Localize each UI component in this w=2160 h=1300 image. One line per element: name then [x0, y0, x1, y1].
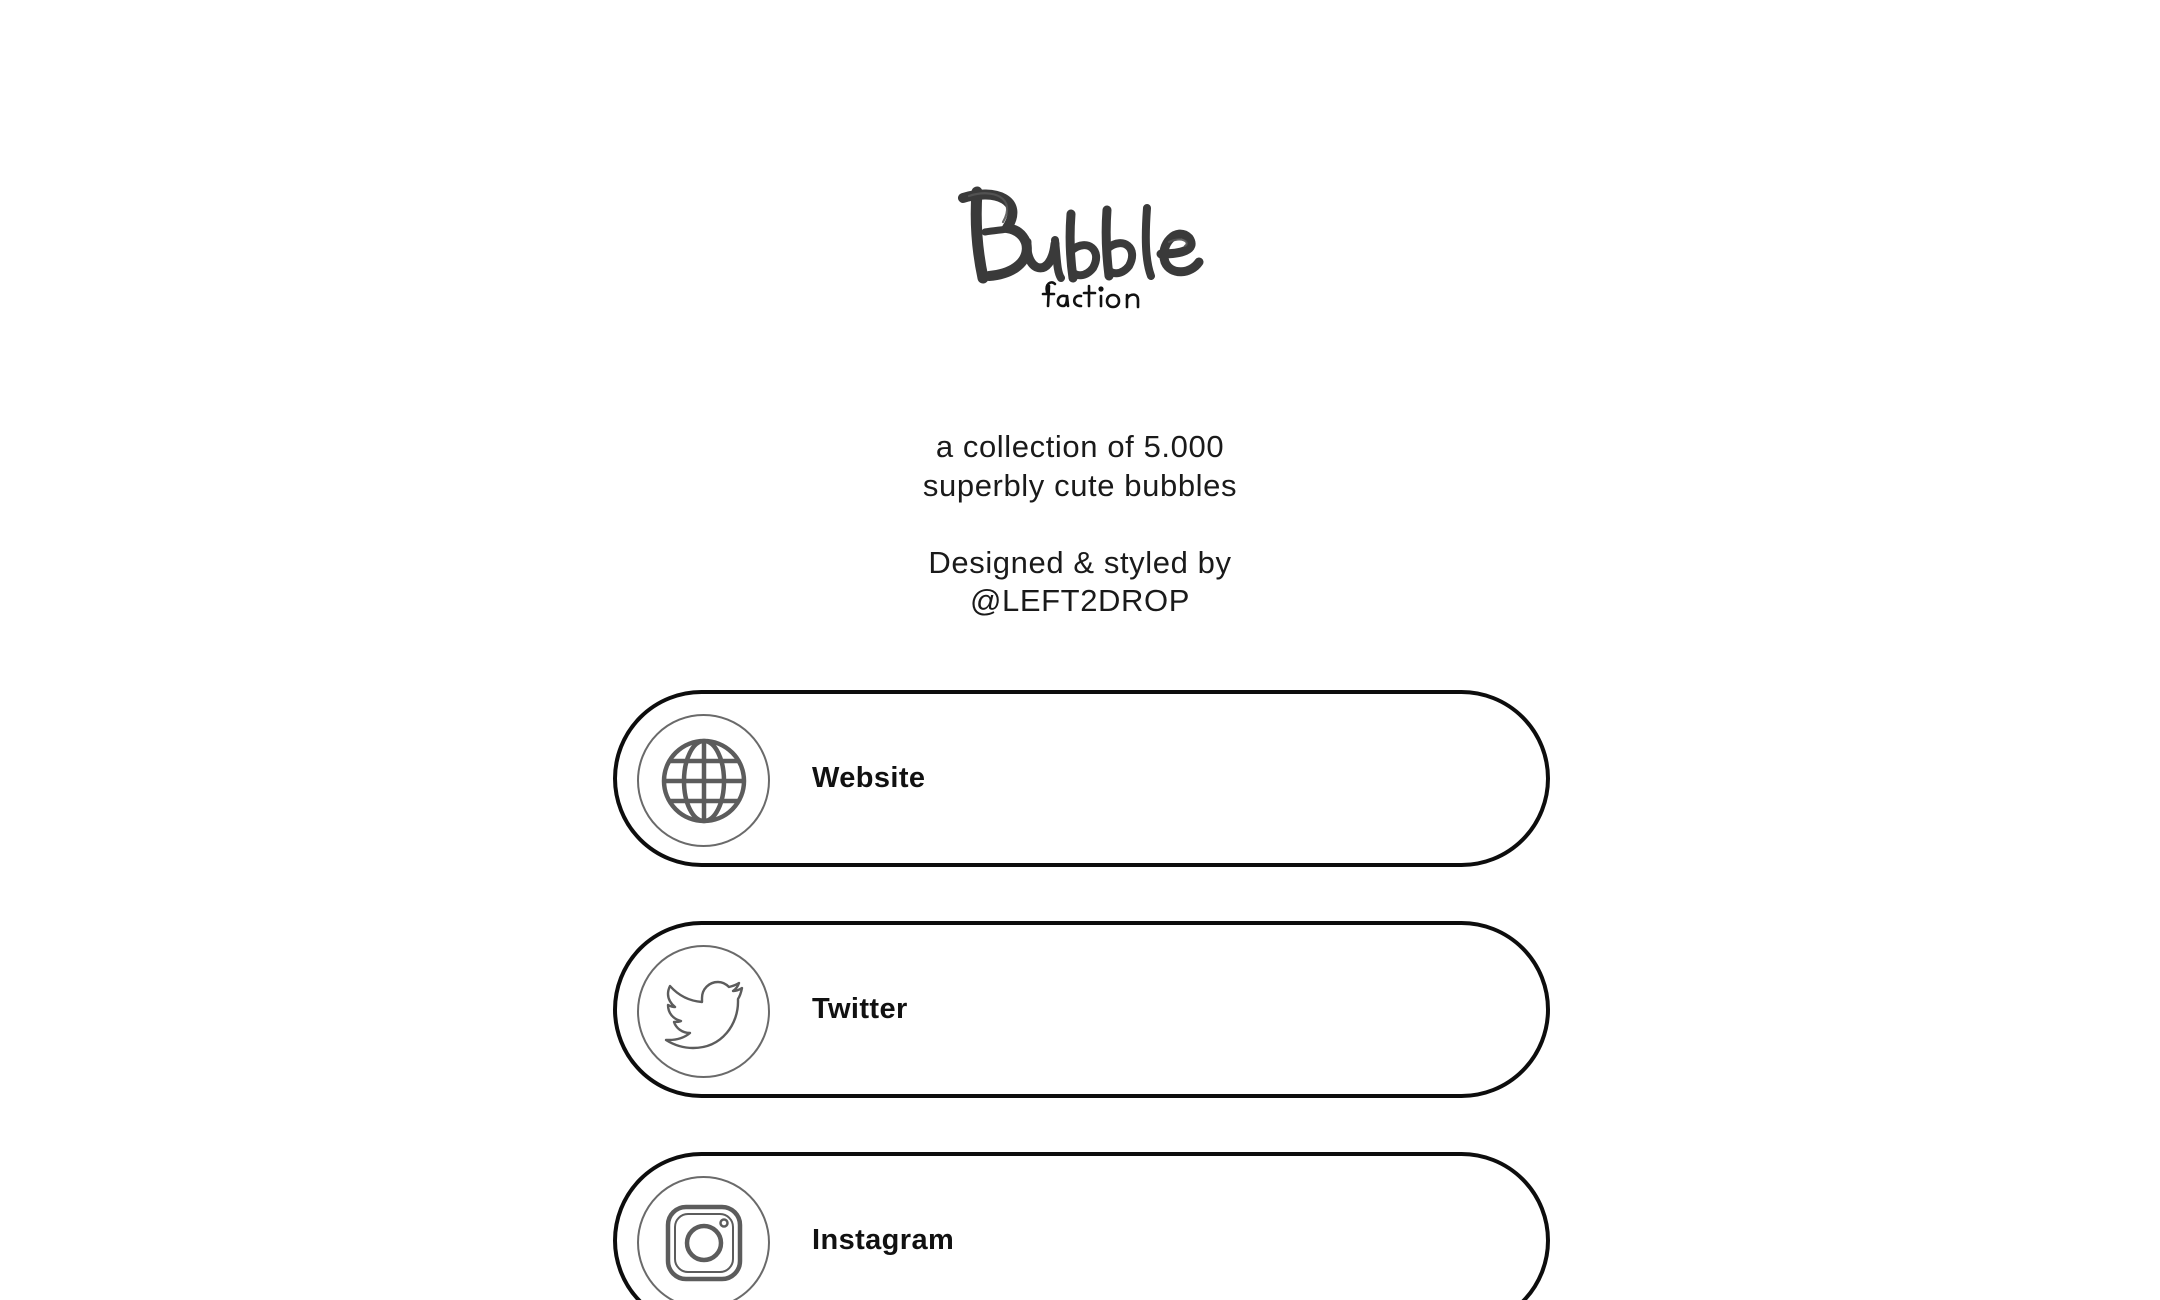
designer-credit-line: Designed & styled by [928, 544, 1232, 580]
instagram-icon [637, 1176, 770, 1300]
website-label: Website [812, 762, 926, 794]
description-line-1: a collection of 5.000 [935, 429, 1225, 464]
bubble-faction-logo [955, 180, 1205, 315]
description-spacer [0, 505, 2160, 544]
twitter-link-button[interactable] [613, 921, 1550, 1098]
globe-icon [637, 714, 770, 847]
designer-handle: @LEFT2DROP [969, 583, 1191, 618]
instagram-link-button[interactable] [613, 1152, 1550, 1300]
website-link-button[interactable] [613, 690, 1550, 867]
twitter-bird-icon [637, 945, 770, 1078]
description-line-2: superbly cute bubbles [922, 467, 1238, 503]
instagram-label: Instagram [812, 1224, 955, 1256]
twitter-label: Twitter [812, 993, 908, 1025]
collection-description [0, 428, 2160, 621]
